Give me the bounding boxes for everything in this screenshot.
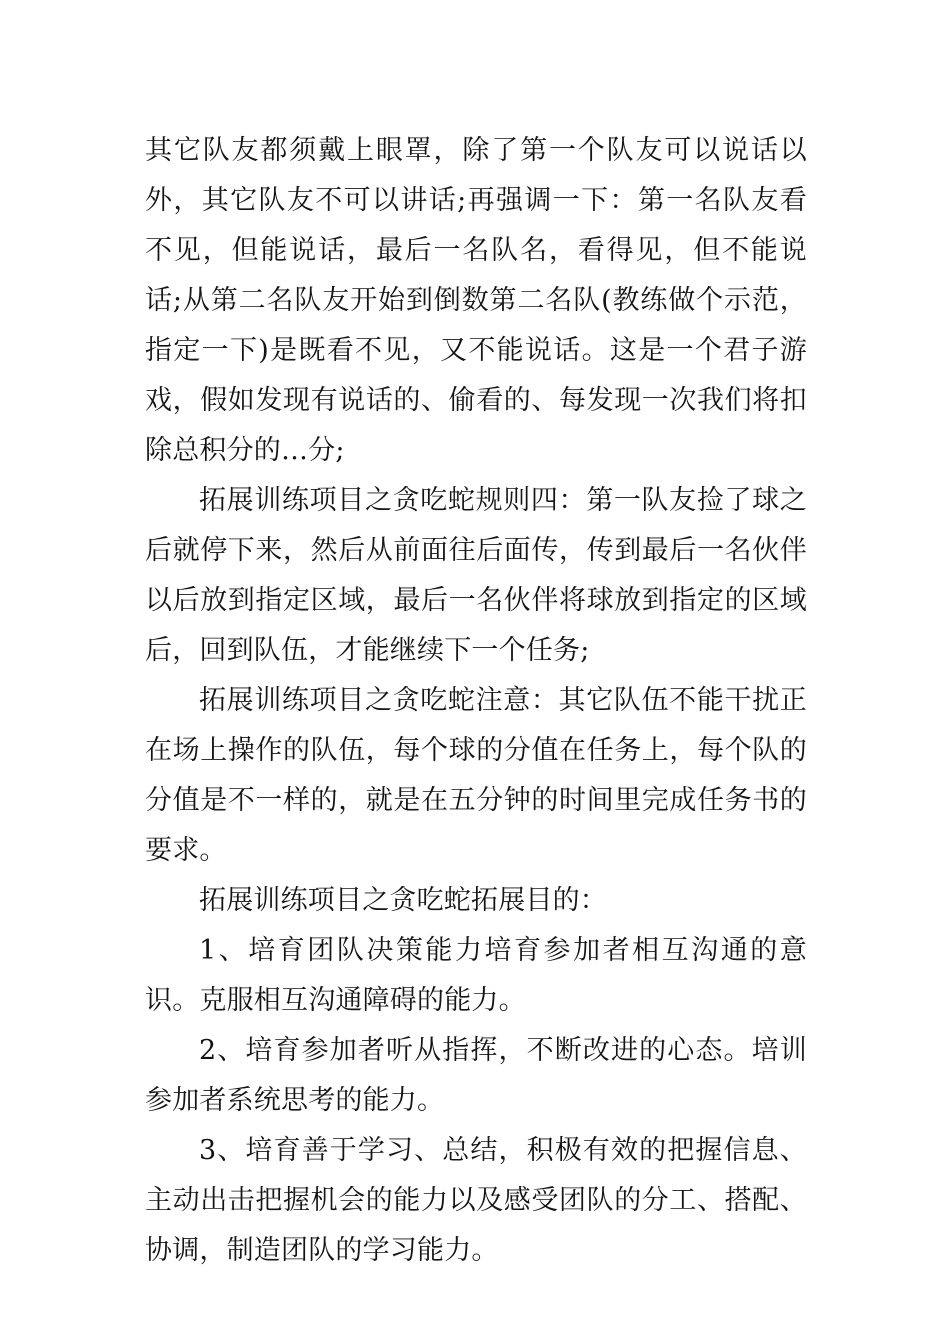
- paragraph-objective-2: 2、培育参加者听从指挥，不断改进的心态。培训参加者系统思考的能力。: [145, 1035, 807, 1116]
- paragraph-rule-four: 拓展训练项目之贪吃蛇规则四：第一队友捡了球之后就停下来，然后从前面往后面传，传到最后一名伙伴以后放到指定区域，最后一名伙伴将球放到指定的区域后，回到队伍，才能继续下一个任务;: [145, 485, 807, 666]
- paragraph-objective-3: 3、培育善于学习、总结，积极有效的把握信息、主动出击把握机会的能力以及感受团队的分工、搭配、协调，制造团队的学习能力。: [145, 1135, 807, 1266]
- document-body: [145, 126, 807, 1276]
- paragraph-objectives-heading: 拓展训练项目之贪吃蛇拓展目的：: [199, 885, 607, 916]
- paragraph-objective-1: 1、培育团队决策能力培育参加者相互沟通的意识。克服相互沟通障碍的能力。: [145, 935, 807, 1016]
- paragraph-notes: 拓展训练项目之贪吃蛇注意：其它队伍不能干扰正在场上操作的队伍，每个球的分值在任务上，每个队的分值是不一样的，就是在五分钟的时间里完成任务书的要求。: [145, 685, 807, 866]
- paragraph-rules-continued: 其它队友都须戴上眼罩，除了第一个队友可以说话以外，其它队友不可以讲话;再强调一下：第一名队友看不见，但能说话，最后一名队名，看得见，但不能说话;从第二名队友开始到倒数第二名队(教练做个示范，指定一下)是既看不见，又不能说话。这是一个君子游戏，假如发现有说话的、偷看的、每发现一次我们将扣除总积分的…分;: [145, 135, 807, 466]
